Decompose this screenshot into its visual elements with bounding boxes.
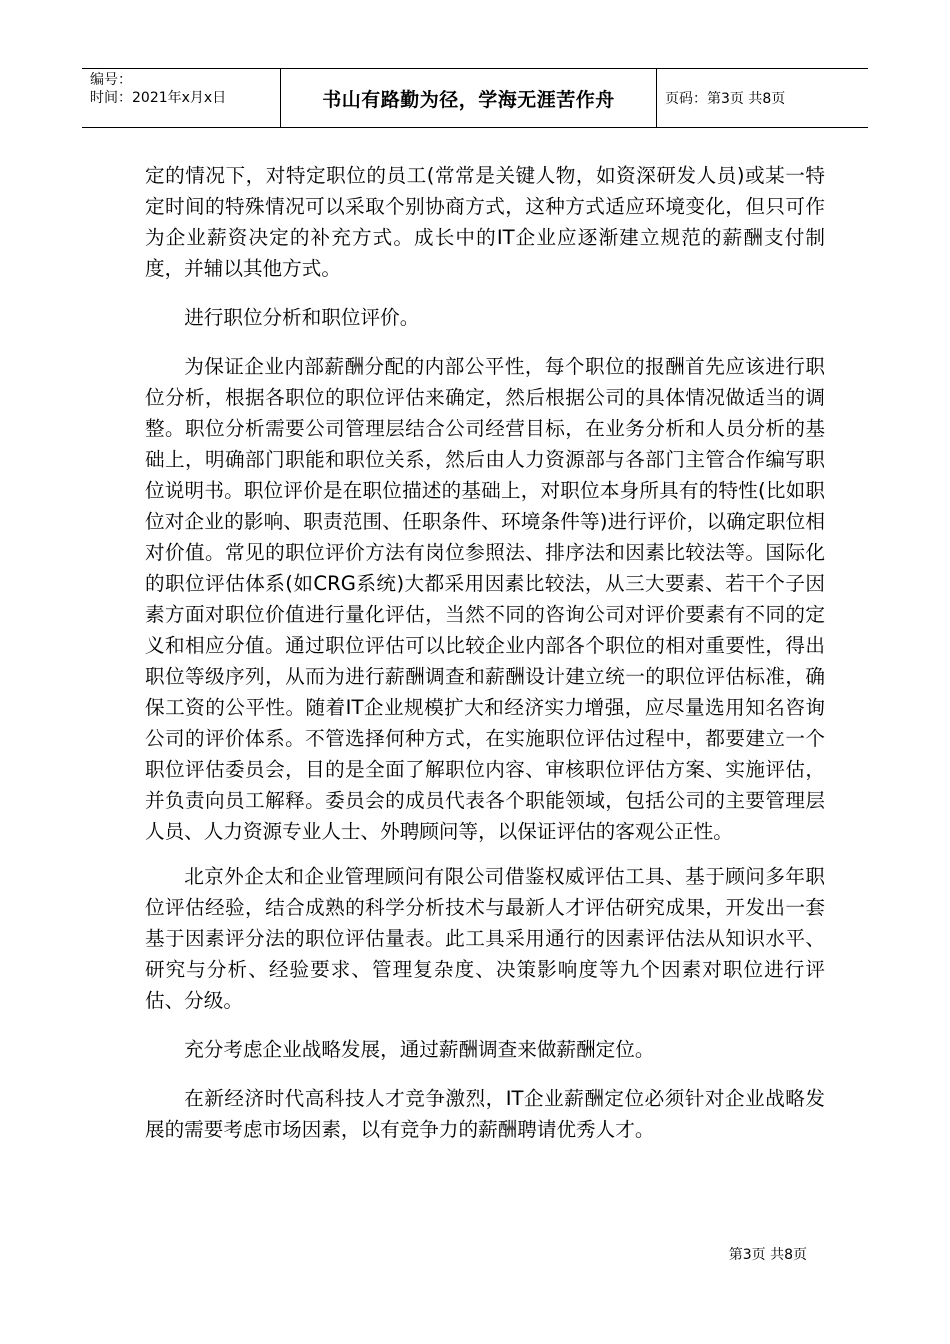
document-number: 编号： [90, 72, 132, 88]
document-time: 时间：2021年x月x日 [90, 90, 227, 106]
paragraph-heading-job-analysis: 进行职位分析和职位评价。 [184, 306, 420, 329]
paragraph-new-economy: 在新经济时代高科技人才竞争激烈，IT企业薪酬定位必须针对企业战略发展的需要考虑市场因素，以有竞争力的薪酬聘请优秀人才。 [145, 1087, 825, 1141]
header-motto: 书山有路勤为径，学海无涯苦作舟 [322, 88, 615, 111]
footer-page-number: 第3页 共8页 [728, 1247, 807, 1263]
paragraph-job-evaluation: 为保证企业内部薪酬分配的内部公平性，每个职位的报酬首先应该进行职位分析，根据各职位的职位评估来确定，然后根据公司的具体情况做适当的调整。职位分析需要公司管理层结合公司经营目标，在业务分析和人员分析的基础上，明确部门职能和职位关系，然后由人力资源部与各部门主管合作编写职位说明书。职位评价是在职位描述的基础上，对职位本身所具有的特性(比如职位对企业的影响、职责范围、任职条件、环境条件等)进行评价，以确定职位相对价值。常见的职位评价方法有岗位参照法、排序法和因素比较法等。国际化的职位评估体系(如CRG系统)大都采用因素比较法，从三大要素、若干个子因素方面对职位价值进行量化评估，当然不同的咨询公司对评价要素有不同的定义和相应分值。通过职位评估可以比较企业内部各个职位的相对重要性，得出职位等级序列，从而为进行薪酬调查和薪酬设计建立统一的职位评估标准，确保工资的公平性。随着IT企业规模扩大和经济实力增强，应尽量选用知名咨询公司的评价体系。不管选择何种方式，在实施职位评估过程中，都要建立一个职位评估委员会，目的是全面了解职位内容、审核职位评估方案、实施评估，并负责向员工解释。委员会的成员代表各个职能领域，包括公司的主要管理层人员、人力资源专业人士、外聘顾问等，以保证评估的客观公正性。 [145, 355, 825, 843]
page-header [82, 68, 868, 128]
paragraph-heading-strategy: 充分考虑企业战略发展，通过薪酬调查来做薪酬定位。 [184, 1038, 655, 1061]
header-page-cell [657, 69, 868, 127]
document-body [145, 160, 825, 1145]
page-footer [729, 1244, 807, 1264]
header-meta-cell [82, 69, 281, 127]
header-page-number: 页码：第3页 共8页 [665, 91, 786, 107]
paragraph-continuation: 定的情况下，对特定职位的员工(常常是关键人物，如资深研发人员)或某一特定时间的特殊情况可以采取个别协商方式，这种方式适应环境变化，但只可作为企业薪资决定的补充方式。成长中的IT企业应逐渐建立规范的薪酬支付制度，并辅以其他方式。 [145, 164, 825, 280]
paragraph-consultancy: 北京外企太和企业管理顾问有限公司借鉴权威评估工具、基于顾问多年职位评估经验，结合成熟的科学分析技术与最新人才评估研究成果，开发出一套基于因素评分法的职位评估量表。此工具采用通行的因素评估法从知识水平、研究与分析、经验要求、管理复杂度、决策影响度等九个因素对职位进行评估、分级。 [145, 865, 825, 1012]
header-motto-cell [281, 69, 657, 127]
